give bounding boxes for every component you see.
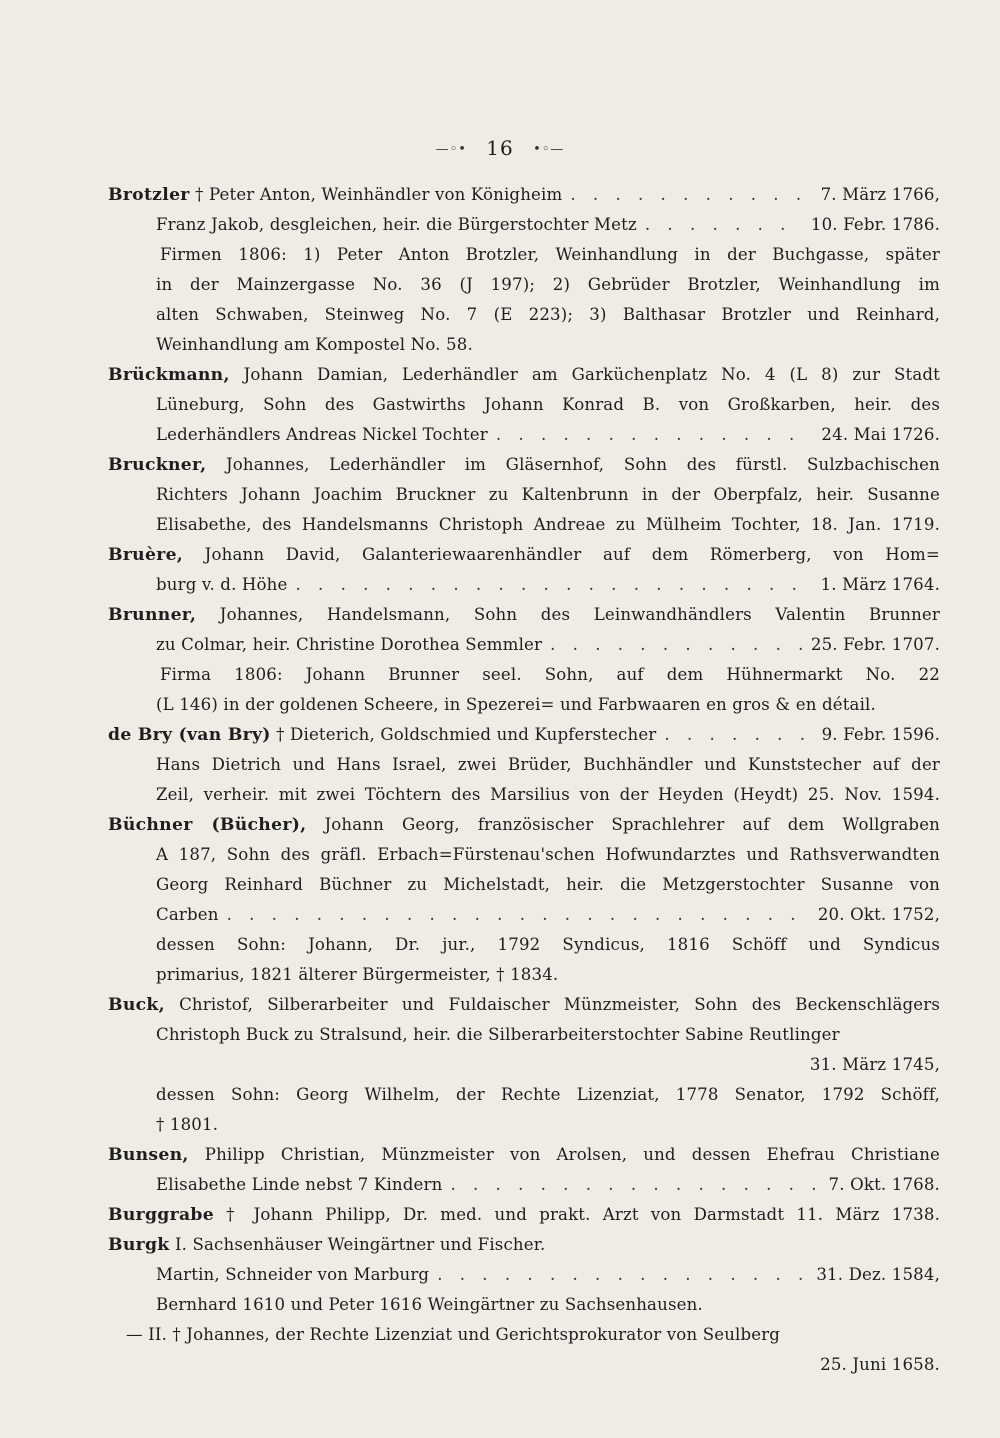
text-line: [108, 1080, 940, 1110]
entry-text: Hans Dietrich und Hans Israel, zwei Brüder, Buchhändler und Kunststecher auf der: [156, 755, 940, 774]
entry-text: Weinhandlung am Kompostel No. 58.: [156, 335, 473, 354]
leader-dots: [295, 570, 812, 600]
text-line: [108, 900, 940, 930]
entry-headword: Bruckner,: [108, 455, 207, 475]
entry-text: Christof, Silberarbeiter und Fuldaischer Münzmeister, Sohn des Beckenschlägers: [164, 995, 940, 1014]
entry-headword: de Bry (van Bry): [108, 725, 271, 745]
entry-text: Martin, Schneider von Marburg: [156, 1265, 430, 1284]
entry-text: 25. Juni 1658.: [820, 1355, 940, 1374]
entry-text: Firmen 1806: 1) Peter Anton Brotzler, Weinhandlung in der Buchgasse, später: [160, 245, 940, 264]
leader-dots: [437, 1260, 808, 1290]
entry-text: alten Schwaben, Steinweg No. 7 (E 223); 3) Balthasar Brotzler und Reinhard,: [156, 305, 940, 324]
text-line: [108, 360, 940, 390]
text-line: [108, 450, 940, 480]
text-line: [108, 630, 940, 660]
entry-text: 31. März 1745,: [809, 1055, 940, 1074]
leader-dots: [550, 630, 803, 660]
entry-text: † Peter Anton, Weinhändler von Königheim: [189, 185, 563, 204]
entry-date: 7. März 1766,: [820, 185, 940, 204]
text-line: [108, 1050, 940, 1080]
line-text: [156, 630, 542, 660]
text-line: [108, 990, 940, 1020]
line-text: [156, 570, 287, 600]
page-header: [0, 136, 1000, 160]
entry-text: — II. † Johannes, der Rechte Lizenziat und Gerichtsprokurator von Seulberg: [126, 1325, 781, 1344]
text-line: [108, 1140, 940, 1170]
leader-dots: [570, 180, 812, 210]
text-line: [108, 930, 940, 960]
entry-date: 31. Dez. 1584,: [816, 1265, 940, 1284]
entry-headword: Brotzler: [108, 185, 190, 205]
text-line: [108, 1290, 940, 1320]
line-text: [156, 420, 488, 450]
entry-text: Franz Jakob, desgleichen, heir. die Bürgerstochter Metz: [156, 215, 637, 234]
right-ornament: •◦—: [533, 142, 565, 157]
line-text: [156, 1260, 429, 1290]
text-line: [108, 390, 940, 420]
text-line: [108, 1170, 940, 1200]
text-line: [108, 780, 940, 810]
line-text: [156, 210, 637, 240]
entry-text: Johann David, Galanteriewaarenhändler auf dem Römerberg, von Hom=: [183, 545, 940, 564]
entry-headword: Burgk: [108, 1235, 170, 1255]
text-line: [108, 660, 940, 690]
text-line: [108, 480, 940, 510]
entry-headword: Bunsen,: [108, 1145, 189, 1165]
entry-text: Richters Johann Joachim Bruckner zu Kaltenbrunn in der Oberpfalz, heir. Susanne: [156, 485, 940, 504]
leader-dots: [227, 900, 810, 930]
text-line: [108, 210, 940, 240]
entry-text: I. Sachsenhäuser Weingärtner und Fischer.: [169, 1235, 546, 1254]
entry-text: dessen Sohn: Johann, Dr. jur., 1792 Syndicus, 1816 Schöff und Syndicus: [156, 935, 940, 954]
entry-text: dessen Sohn: Georg Wilhelm, der Rechte Lizenziat, 1778 Senator, 1792 Schöff,: [156, 1085, 940, 1104]
entry-text: A 187, Sohn des gräfl. Erbach=Fürstenau'schen Hofwundarztes und Rathsverwandten: [156, 845, 940, 864]
entry-text: Johannes, Lederhändler im Gläsernhof, Sohn des fürstl. Sulzbachischen: [206, 455, 940, 474]
text-line: [108, 690, 940, 720]
entry-text: Christoph Buck zu Stralsund, heir. die Silberarbeiterstochter Sabine Reutlinger: [156, 1025, 840, 1044]
entry-date: 1. März 1764.: [820, 575, 940, 594]
line-text: [108, 720, 656, 750]
entry-text: Johannes, Handelsmann, Sohn des Leinwandhändlers Valentin Brunner: [196, 605, 940, 624]
entry-headword: Brückmann,: [108, 365, 230, 385]
line-text: [156, 900, 219, 930]
entry-date: 24. Mai 1726.: [821, 425, 940, 444]
entry-date: 25. Febr. 1707.: [810, 635, 940, 654]
entry-text: † 1801.: [156, 1115, 219, 1134]
text-line: [108, 1020, 940, 1050]
line-text: [108, 180, 562, 210]
entry-text: Johann Damian, Lederhändler am Garküchenplatz No. 4 (L 8) zur Stadt: [229, 365, 940, 384]
entry-text: Georg Reinhard Büchner zu Michelstadt, heir. die Metzgerstochter Susanne von: [156, 875, 940, 894]
entry-text: zu Colmar, heir. Christine Dorothea Semmler: [156, 635, 543, 654]
entry-text: † Johann Philipp, Dr. med. und prakt. Arzt von Darmstadt 11. März 1738.: [213, 1205, 940, 1224]
leader-dots: [645, 210, 803, 240]
entry-text: Firma 1806: Johann Brunner seel. Sohn, auf dem Hühnermarkt No. 22: [160, 665, 940, 684]
text-line: [108, 330, 940, 360]
text-line: [108, 540, 940, 570]
text-line: [108, 1110, 940, 1140]
text-line: [108, 750, 940, 780]
text-line: [108, 1200, 940, 1230]
text-line: [108, 180, 940, 210]
text-line: [108, 270, 940, 300]
entry-text: Bernhard 1610 und Peter 1616 Weingärtner zu Sachsenhausen.: [156, 1295, 703, 1314]
entry-text: Philipp Christian, Münzmeister von Arolsen, und dessen Ehefrau Christiane: [188, 1145, 940, 1164]
entry-text: Johann Georg, französischer Sprachlehrer auf dem Wollgraben: [306, 815, 940, 834]
page-number: 16: [486, 136, 514, 160]
text-body: [108, 180, 940, 1380]
entry-text: Elisabethe Linde nebst 7 Kindern: [156, 1175, 443, 1194]
text-line: [108, 840, 940, 870]
leader-dots: [450, 1170, 820, 1200]
entry-text: Elisabethe, des Handelsmanns Christoph Andreae zu Mülheim Tochter, 18. Jan. 1719.: [156, 515, 940, 534]
entry-text: (L 146) in der goldenen Scheere, in Spezerei= und Farbwaaren en gros & en détail.: [156, 695, 876, 714]
text-line: [108, 810, 940, 840]
entry-text: Carben: [156, 905, 219, 924]
entry-text: burg v. d. Höhe: [156, 575, 288, 594]
text-line: [108, 1350, 940, 1380]
entry-date: 20. Okt. 1752,: [817, 905, 940, 924]
entry-headword: Burggrabe: [108, 1205, 214, 1225]
text-line: [108, 1260, 940, 1290]
text-line: [108, 600, 940, 630]
text-line: [108, 420, 940, 450]
entry-text: Lüneburg, Sohn des Gastwirths Johann Konrad B. von Großkarben, heir. des: [156, 395, 940, 414]
text-line: [108, 1320, 940, 1350]
leader-dots: [496, 420, 814, 450]
entry-text: in der Mainzergasse No. 36 (J 197); 2) Gebrüder Brotzler, Weinhandlung im: [156, 275, 940, 294]
entry-text: Zeil, verheir. mit zwei Töchtern des Marsilius von der Heyden (Heydt) 25. Nov. 1594.: [156, 785, 940, 804]
entry-headword: Bruère,: [108, 545, 184, 565]
text-line: [108, 870, 940, 900]
text-line: [108, 300, 940, 330]
text-line: [108, 720, 940, 750]
entry-headword: Buck,: [108, 995, 165, 1015]
entry-text: † Dieterich, Goldschmied und Kupferstecher: [270, 725, 657, 744]
text-line: [108, 570, 940, 600]
text-line: [108, 510, 940, 540]
line-text: [156, 1170, 442, 1200]
entry-date: 9. Febr. 1596.: [821, 725, 940, 744]
left-ornament: —◦•: [435, 142, 467, 157]
entry-date: 10. Febr. 1786.: [810, 215, 940, 234]
entry-text: primarius, 1821 älterer Bürgermeister, † 1834.: [156, 965, 559, 984]
entry-text: Lederhändlers Andreas Nickel Tochter: [156, 425, 488, 444]
text-line: [108, 240, 940, 270]
entry-headword: Brunner,: [108, 605, 197, 625]
leader-dots: [664, 720, 813, 750]
text-line: [108, 960, 940, 990]
entry-headword: Büchner (Bücher),: [108, 815, 307, 835]
text-line: [108, 1230, 940, 1260]
entry-date: 7. Okt. 1768.: [828, 1175, 940, 1194]
